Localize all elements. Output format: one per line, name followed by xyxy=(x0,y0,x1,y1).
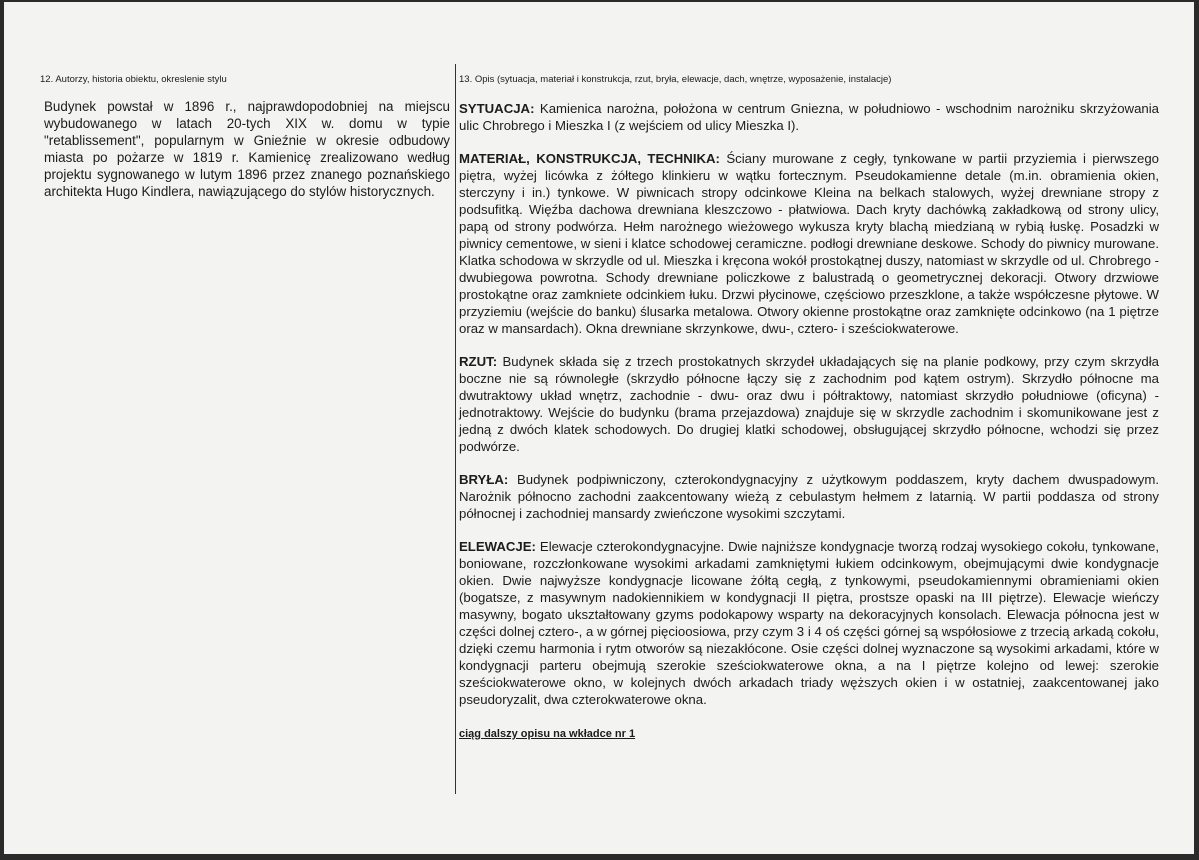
paragraph-sytuacja: SYTUACJA: Kamienica narożna, położona w centrum Gniezna, w południowo - wschodnim narożniku skrzyżowania ulic Chrobrego i Mieszka I (z wejściem od ulicy Mieszka I). xyxy=(459,101,1159,133)
heading: BRYŁA: xyxy=(459,472,509,487)
section-13-caption: 13. Opis (sytuacja, materiał i konstrukcja, rzut, bryła, elewacje, dach, wnętrze, wyposażenie, instalacje) xyxy=(459,74,892,85)
section-12-caption: 12. Autorzy, historia obiektu, okreslenie stylu xyxy=(40,74,227,85)
document-page xyxy=(4,2,1194,854)
section-13-body xyxy=(459,100,1159,743)
section-12-text: Budynek powstał w 1896 r., najprawdopodobniej na miejscu wybudowanego w latach 20-tych XIX w. domu w typie "retablissement", popularnym w Gnieźnie w okresie odbudowy miasta po pożarze w 1819 r. Kamienicę zrealizowano według projektu sygnowanego w lutym 1896 przez znanego poznańskiego architekta Hugo Kindlera, nawiązującego do stylów historycznych. xyxy=(44,99,450,199)
column-divider xyxy=(455,64,456,794)
paragraph-rzut: RZUT: Budynek składa się z trzech prostokatnych skrzydeł układających się na planie podkowy, przy czym skrzydła boczne nie są równoległe (skrzydło północne łączy się z zachodnim pod kątem ostrym). Skrzydło północne ma dwutraktowy układ wnętrz, zachodnie - dwu- oraz dwu i półtraktowy, natomiast skrzydło południowe (oficyna) - jednotraktowy. Wejście do budynku (brama przejazdowa) znajduje się w skrzydle zachodnim i skomunikowane jest z jedną z dwóch klatek schodowych. Do drugiej klatki schodowej, obsługującej skrzydło północne, wchodzi się przez podwórze. xyxy=(459,354,1159,454)
heading: RZUT: xyxy=(459,354,498,369)
heading: ELEWACJE: xyxy=(459,539,536,554)
paragraph-bryla: BRYŁA: Budynek podpiwniczony, czterokondygnacyjny z użytkowym poddaszem, kryty dachem dwuspadowym. Narożnik północno zachodni zaakcentowany wieżą z cebulastym hełmem z latarnią. W partii poddasza od strony północnej i zachodniej mansardy zwieńczone wysokimi szczytami. xyxy=(459,472,1159,521)
paragraph-elewacje: ELEWACJE: Elewacje czterokondygnacyjne. Dwie najniższe kondygnacje tworzą rodzaj wysokiego cokołu, tynkowane, boniowane, rozczłonkowane wysokimi arkadami zamkniętymi łukiem odcinkowym, obejmującymi dwie kondygnacje okien. Dwie najwyższe kondygnacje licowane żółtą cegłą, z tynkowymi, pseudokamiennymi obramieniami okien (bogatsze, z masywnym nadokiennikiem w kondygnacji II piętra, prostsze opaski na III piętrze). Elewacje wieńczy masywny, bogato ukształtowany gzyms podokapowy wsparty na dekoracyjnych konsolach. Elewacja północna jest w części dolnej cztero-, a w górnej pięcioosiowa, przy czym 3 i 4 oś części górnej są współosiowe z trzecią arkadą cokołu, dzięki czemu harmonia i rytm otworów są niezakłócone. Osie części dolnej wyznaczone są wysokimi arkadami, które w kondygnacji parteru obejmują szerokie sześciokwaterowe okna, a na I piętrze kolejno od lewej: szerokie sześciokwaterowe okno, w kolejnych dwóch arkadach triady węższych okien i w ostatniej, zaakcentowanej jako pseudoryzalit, dwa czterokwaterowe okna. xyxy=(459,539,1159,707)
paragraph-material: MATERIAŁ, KONSTRUKCJA, TECHNIKA: Ściany murowane z cegły, tynkowane w partii przyziemia i pierwszego piętra, wyżej licówka z żółtego klinkieru w wątku fortecznym. Pseudokamienne detale (m.in. obramienia okien, sterczyny i in.) tynkowe. W piwnicach stropy odcinkowe Kleina na belkach stalowych, wyżej drewniane stropy z podsufitką. Więźba dachowa drewniana kleszczowo - płatwiowa. Dach kryty dachówką zakładkową od strony ulicy, papą od strony podwórza. Hełm narożnego wieżowego wykusza kryty blachą miedzianą w rybią łuskę. Posadzki w piwnicy cementowe, w sieni i klatce schodowej ceramiczne. podłogi drewniane deskowe. Schody do piwnicy murowane. Klatka schodowa w skrzydle od ul. Mieszka i kręcona wokół prostokątnej duszy, natomiast w skrzydle od ul. Chrobrego - dwubiegowa powrotna. Schody drewniane policzkowe z balustradą o geometrycznej dekoracji. Otwory drzwiowe prostokątne oraz zamkniete odcinkiem łuku. Drzwi płycinowe, częściowo przeszklone, a także współczesne płytowe. W przyziemiu (wejście do banku) ślusarka metalowa. Otwory okienne prostokątne oraz zamknięte odcinkowo (na 1 piętrze oraz w mansardach). Okna drewniane skrzynkowe, dwu-, cztero- i sześciokwaterowe. xyxy=(459,151,1159,336)
heading: MATERIAŁ, KONSTRUKCJA, TECHNIKA: xyxy=(459,151,720,166)
heading: SYTUACJA: xyxy=(459,101,535,116)
continuation-note: ciąg dalszy opisu na wkładce nr 1 xyxy=(459,728,636,740)
